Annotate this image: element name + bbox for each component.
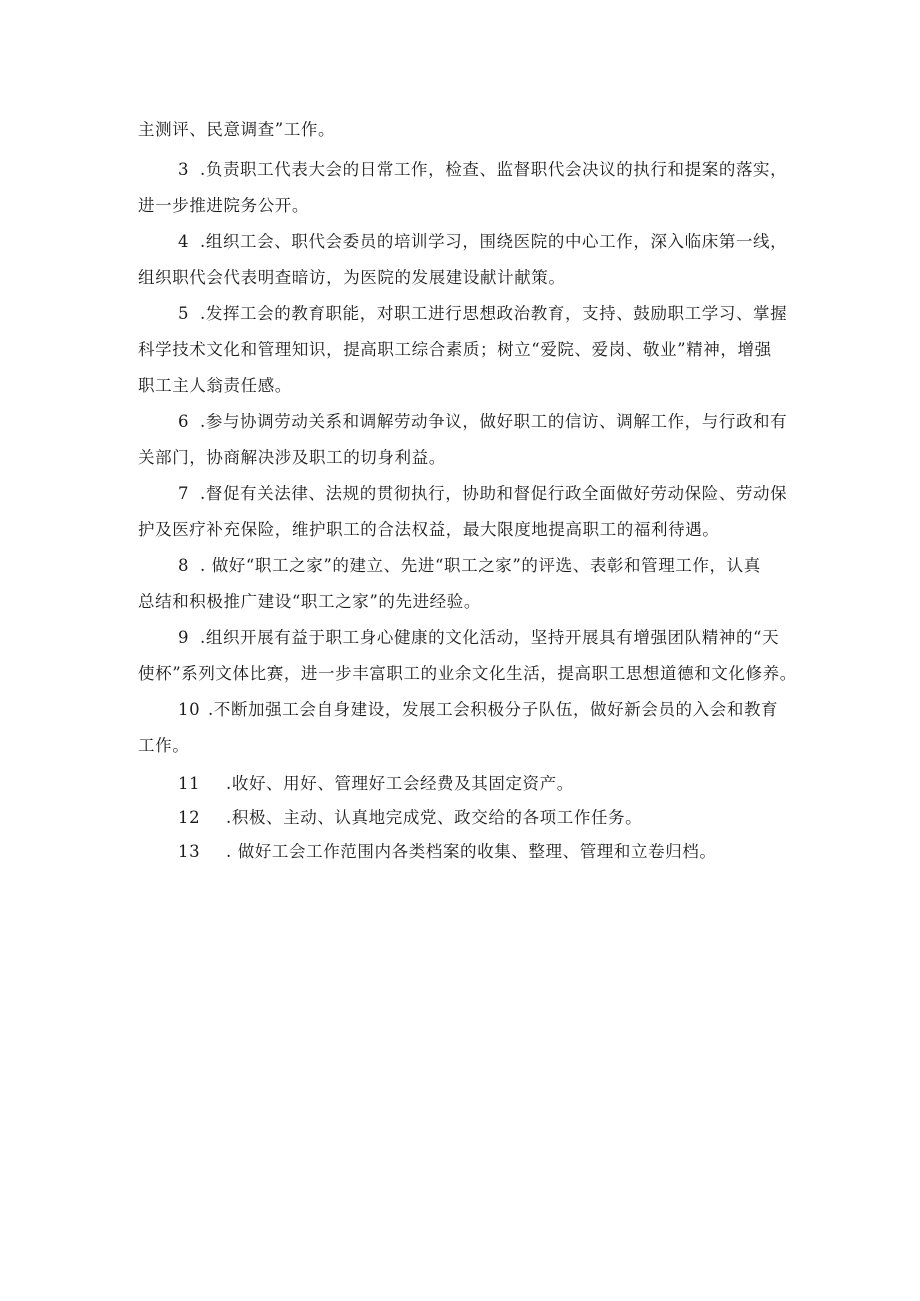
- item-number: 10: [178, 700, 201, 719]
- item-number: 9: [178, 628, 190, 647]
- list-item-8: [138, 548, 794, 620]
- paragraph-line: 主测评、民意调查”工作。: [138, 120, 336, 139]
- paragraph-line: . 做好工会工作范围内各类档案的收集、整理、管理和立卷归档。: [226, 842, 717, 861]
- list-item-5: [138, 296, 794, 404]
- paragraph-line: .不断加强工会自身建设，发展工会积极分子队伍，做好新会员的入会和教育: [208, 700, 779, 719]
- list-item-13: [138, 834, 794, 870]
- paragraph-line: 组织职代会代表明查暗访，为医院的发展建设献计献策。: [138, 268, 566, 287]
- paragraph-line: 进一步推进院务公开。: [138, 196, 309, 215]
- list-item-3: [138, 152, 794, 224]
- paragraph-line: 护及医疗补充保险，维护职工的合法权益，最大限度地提高职工的福利待遇。: [138, 520, 720, 539]
- paragraph-line: 职工主人翁责任感。: [138, 376, 292, 395]
- list-item-10: [138, 692, 794, 764]
- item-number: 11: [178, 774, 201, 793]
- item-number: 5: [178, 304, 190, 323]
- item-number: 6: [178, 412, 190, 431]
- paragraph-line: .发挥工会的教育职能，对职工进行思想政治教育，支持、鼓励职工学习、掌握: [200, 304, 788, 323]
- paragraph-line: .负责职工代表大会的日常工作，检查、监督职代会决议的执行和提案的落实，: [200, 160, 788, 179]
- paragraph-line: 工作。: [138, 736, 190, 755]
- paragraph-line: .组织开展有益于职工身心健康的文化活动，坚持开展具有增强团队精神的“天: [200, 628, 780, 647]
- list-item-4: [138, 224, 794, 296]
- paragraph-continuation: [138, 112, 794, 148]
- item-number: 7: [178, 484, 190, 503]
- list-item-6: [138, 404, 794, 476]
- paragraph-line: 总结和积极推广建设“职工之家”的先进经验。: [138, 592, 481, 611]
- paragraph-line: .积极、主动、认真地完成党、政交给的各项工作任务。: [226, 808, 643, 827]
- paragraph-line: . 做好“职工之家”的建立、先进“职工之家”的评选、表彰和管理工作，认真: [200, 556, 761, 575]
- item-number: 13: [178, 842, 201, 861]
- list-item-12: [138, 800, 794, 836]
- list-item-7: [138, 476, 794, 548]
- item-number: 12: [178, 808, 201, 827]
- paragraph-line: .督促有关法律、法规的贯彻执行，协助和督促行政全面做好劳动保险、劳动保: [200, 484, 788, 503]
- item-number: 8: [178, 556, 190, 575]
- list-item-11: [138, 766, 794, 802]
- item-number: 4: [178, 232, 190, 251]
- item-number: 3: [178, 160, 190, 179]
- paragraph-line: .收好、用好、管理好工会经费及其固定资产。: [226, 774, 574, 793]
- paragraph-line: 关部门，协商解决涉及职工的切身利益。: [138, 448, 446, 467]
- paragraph-line: .组织工会、职代会委员的培训学习，围绕医院的中心工作，深入临床第一线，: [200, 232, 788, 251]
- paragraph-line: 使杯”系列文体比赛，进一步丰富职工的业余文化生活，提高职工思想道德和文化修养。: [138, 664, 797, 683]
- list-item-9: [138, 620, 797, 692]
- paragraph-line: 科学技术文化和管理知识，提高职工综合素质；树立“爱院、爱岗、敬业”精神，增强: [138, 340, 772, 359]
- paragraph-line: .参与协调劳动关系和调解劳动争议，做好职工的信访、调解工作，与行政和有: [200, 412, 788, 431]
